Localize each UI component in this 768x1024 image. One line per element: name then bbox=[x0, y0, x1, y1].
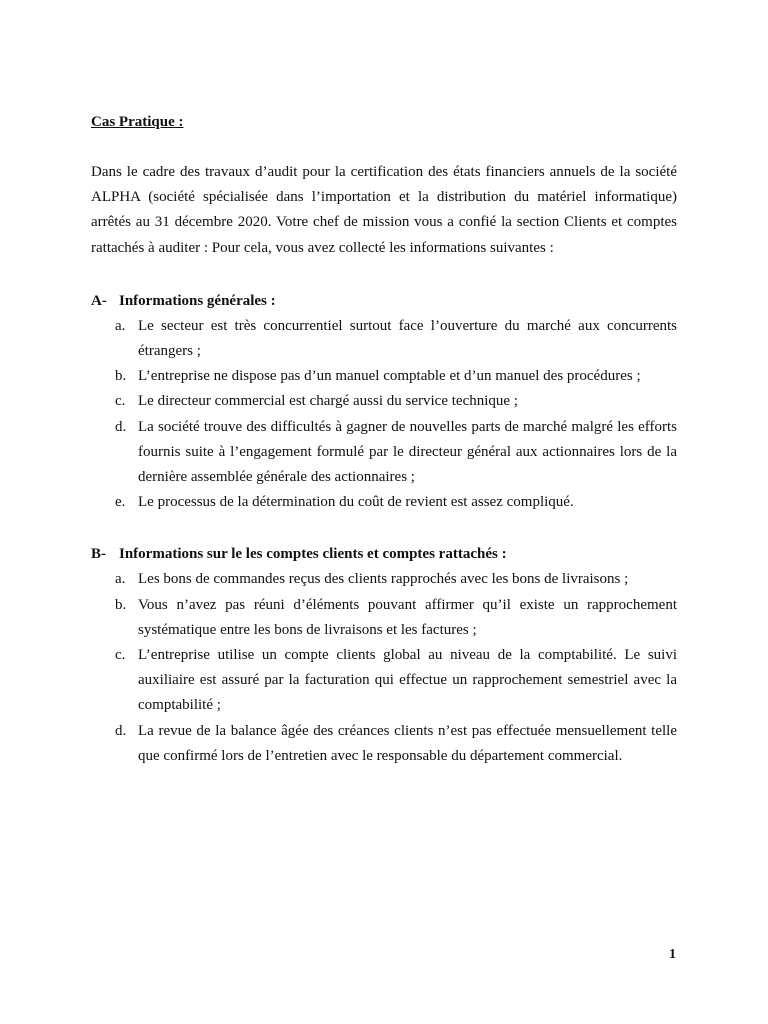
list-item bbox=[91, 389, 677, 414]
list-item-text: La société trouve des difficultés à gagner de nouvelles parts de marché malgré les efforts fournis suite à l’engagement formulé par le directeur général aux actionnaires lors de la dernière assemblée générale des actionnaires ; bbox=[138, 418, 677, 486]
section-b-list bbox=[91, 567, 677, 769]
list-marker: b. bbox=[115, 368, 127, 385]
list-item bbox=[91, 719, 677, 769]
case-title: Cas Pratique : bbox=[91, 114, 184, 130]
section-a-list bbox=[91, 314, 677, 516]
section-a bbox=[91, 289, 677, 516]
list-marker: a. bbox=[115, 571, 126, 588]
list-marker: d. bbox=[115, 722, 127, 739]
section-a-letter: A- bbox=[91, 292, 107, 309]
section-a-title: Informations générales : bbox=[119, 292, 276, 309]
section-a-heading bbox=[91, 289, 677, 314]
list-marker: a. bbox=[115, 317, 126, 334]
list-item bbox=[91, 567, 677, 592]
list-marker: b. bbox=[115, 596, 127, 613]
section-b-heading bbox=[91, 542, 677, 567]
list-item-text: Le secteur est très concurrentiel surtout face l’ouverture du marché aux concurrents étrangers ; bbox=[138, 317, 677, 360]
list-item bbox=[91, 314, 677, 364]
intro-paragraph: Dans le cadre des travaux d’audit pour la certification des états financiers annuels de la société ALPHA (société spécialisée dans l’importation et la distribution du matériel informatique) arrêtés au 31 décembre 2020. Votre chef de mission vous a confié la section Clients et comptes rattachés à auditer : Pour cela, vous avez collecté les informations suivantes : bbox=[91, 164, 677, 256]
list-marker: d. bbox=[115, 418, 127, 435]
list-item-text: Le directeur commercial est chargé aussi du service technique ; bbox=[138, 393, 518, 410]
list-item-text: L’entreprise ne dispose pas d’un manuel comptable et d’un manuel des procédures ; bbox=[138, 368, 641, 385]
list-marker: c. bbox=[115, 647, 126, 664]
list-item bbox=[91, 364, 677, 389]
list-item-text: Les bons de commandes reçus des clients rapprochés avec les bons de livraisons ; bbox=[138, 571, 629, 588]
list-item bbox=[91, 643, 677, 719]
document-page bbox=[91, 110, 677, 769]
list-item bbox=[91, 415, 677, 491]
list-item bbox=[91, 490, 677, 515]
list-item bbox=[91, 593, 677, 643]
list-item-text: Vous n’avez pas réuni d’éléments pouvant affirmer qu’il existe un rapprochement systématique entre les bons de livraisons et les factures ; bbox=[138, 596, 677, 638]
section-b-letter: B- bbox=[91, 546, 106, 563]
list-item-text: La revue de la balance âgée des créances clients n’est pas effectuée mensuellement telle que confirmé lors de l’entretien avec le responsable du département commercial. bbox=[138, 722, 677, 764]
section-b bbox=[91, 542, 677, 769]
list-marker: c. bbox=[115, 393, 126, 410]
page-number: 1 bbox=[669, 947, 676, 962]
list-item-text: L’entreprise utilise un compte clients global au niveau de la comptabilité. Le suivi auxiliaire est assuré par la facturation qui effectue un rapprochement semestriel avec la comptabilité ; bbox=[138, 647, 677, 714]
section-b-title: Informations sur le les comptes clients et comptes rattachés : bbox=[119, 546, 507, 563]
list-item-text: Le processus de la détermination du coût de revient est assez compliqué. bbox=[138, 494, 574, 511]
list-marker: e. bbox=[115, 494, 126, 511]
